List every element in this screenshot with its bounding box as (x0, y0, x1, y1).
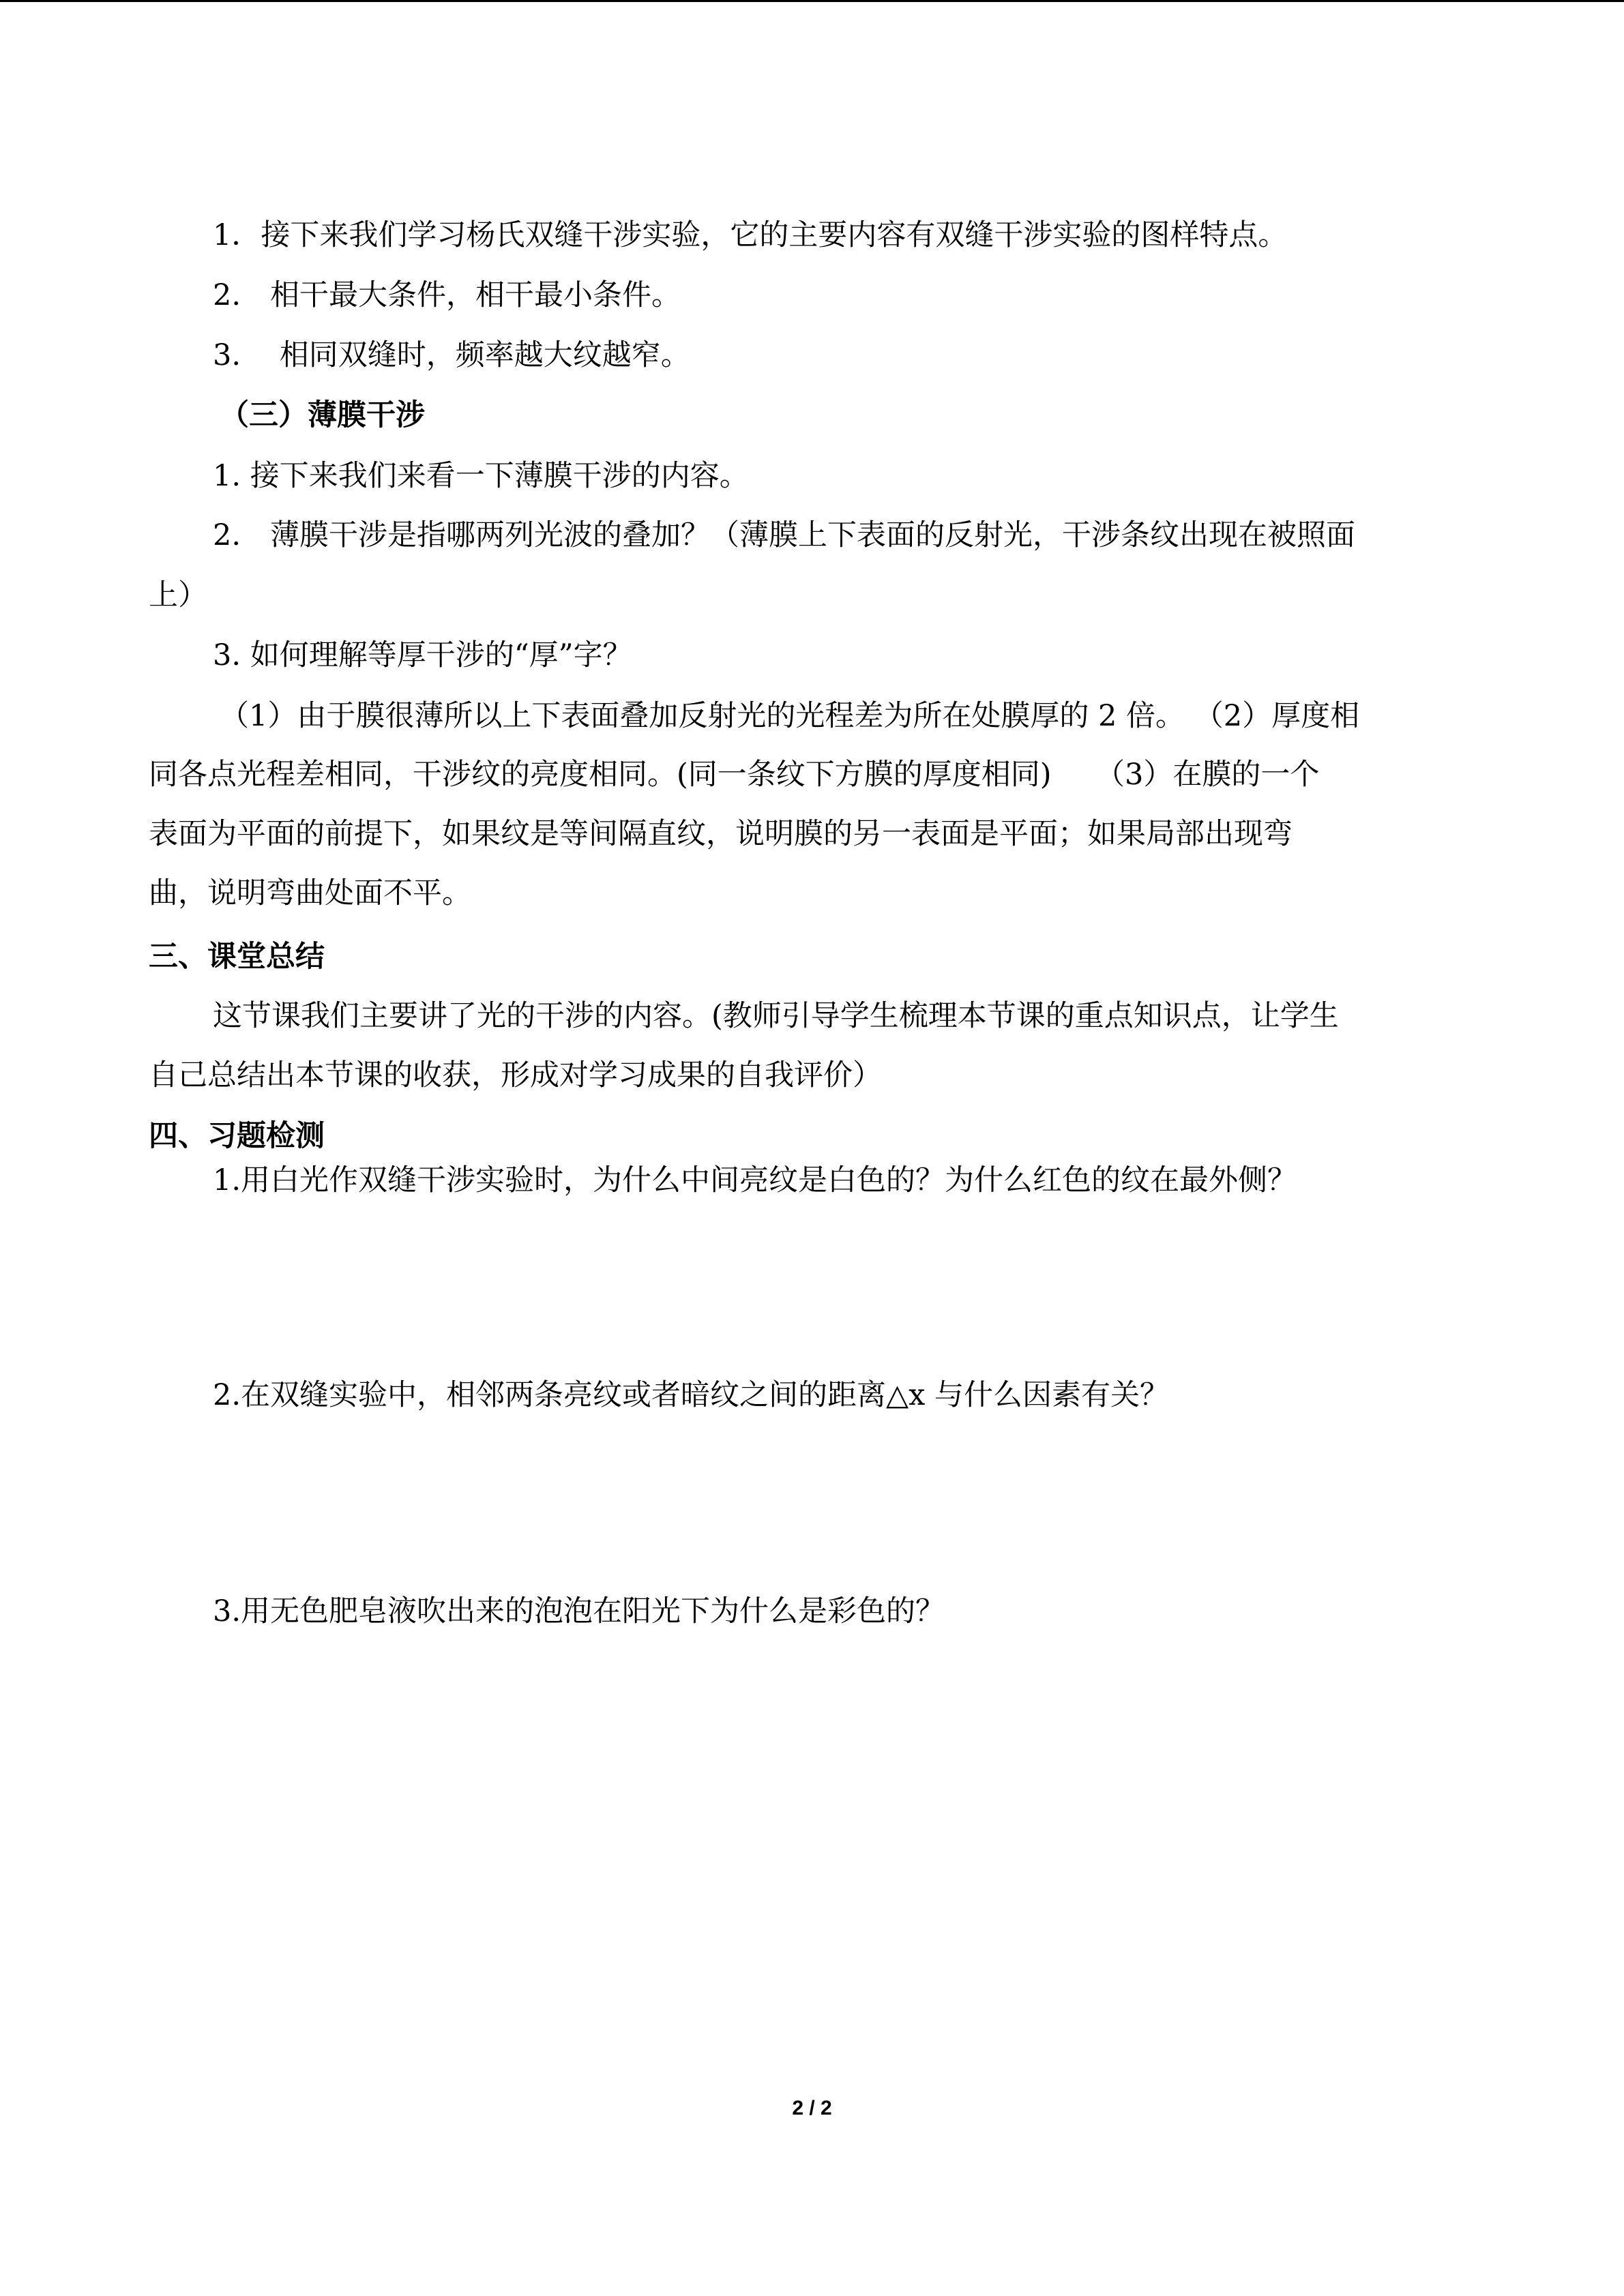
section-heading: 四、习题检测 (149, 1119, 325, 1153)
paragraph-line: 同各点光程差相同，干涉纹的亮度相同。(同一条纹下方膜的厚度相同) （3）在膜的一个 (149, 758, 1320, 792)
question-item: 2.在双缝实验中，相邻两条亮纹或者暗纹之间的距离△x 与什么因素有关？ (213, 1378, 1170, 1412)
paragraph-line: 2. 薄膜干涉是指哪两列光波的叠加？（薄膜上下表面的反射光，干涉条纹出现在被照面 (213, 518, 1356, 552)
list-item: 2. 相干最大条件，相干最小条件。 (213, 278, 681, 312)
question-item: 3.用无色肥皂液吹出来的泡泡在阳光下为什么是彩色的？ (213, 1594, 945, 1628)
list-item: 3. 如何理解等厚干涉的“厚”字？ (213, 638, 632, 672)
paragraph-line: 自己总结出本节课的收获，形成对学习成果的自我评价） (149, 1058, 882, 1092)
list-item: 3. 相同双缝时，频率越大纹越窄。 (213, 338, 690, 372)
list-item: 1. 接下来我们来看一下薄膜干涉的内容。 (213, 459, 749, 493)
list-item: 1．接下来我们学习杨氏双缝干涉实验，它的主要内容有双缝干涉实验的图样特点。 (213, 218, 1288, 252)
paragraph-line: （1）由于膜很薄所以上下表面叠加反射光的光程差为所在处膜厚的 2 倍。 （2）厚度相 (220, 699, 1360, 733)
question-item: 1.用白光作双缝干涉实验时，为什么中间亮纹是白色的？为什么红色的纹在最外侧？ (213, 1163, 1297, 1197)
section-heading: （三）薄膜干涉 (220, 398, 425, 432)
page-number: 2 / 2 (792, 2097, 832, 2119)
paragraph-line: 表面为平面的前提下，如果纹是等间隔直纹，说明膜的另一表面是平面；如果局部出现弯 (149, 817, 1293, 851)
page-top-border (0, 0, 1624, 2)
paragraph-line: 这节课我们主要讲了光的干涉的内容。(教师引导学生梳理本节课的重点知识点，让学生 (213, 999, 1339, 1033)
section-heading: 三、课堂总结 (149, 940, 325, 974)
paragraph-line: 上） (149, 578, 207, 612)
paragraph-line: 曲，说明弯曲处面不平。 (149, 876, 471, 910)
